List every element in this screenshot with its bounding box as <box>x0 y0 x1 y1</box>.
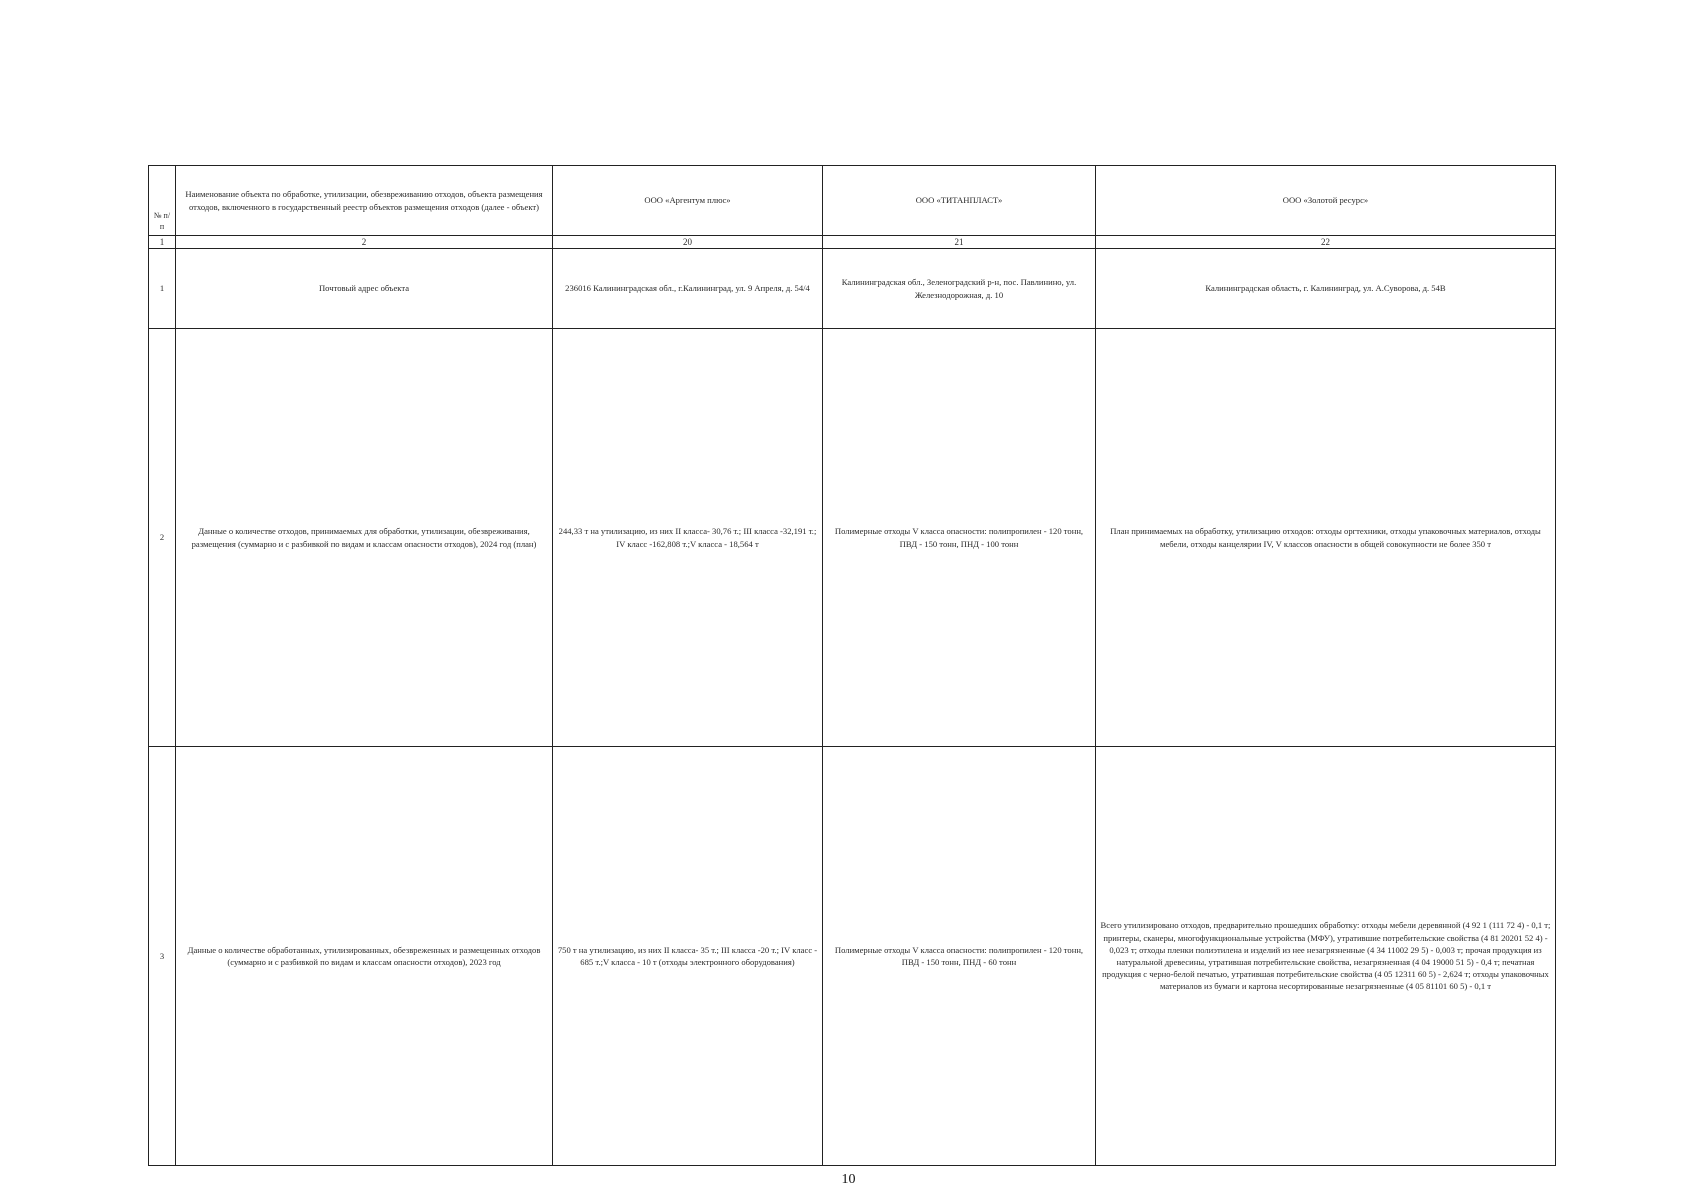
row-number: 1 <box>149 249 176 329</box>
column-number: 1 <box>149 236 176 249</box>
column-numbers-row <box>149 236 1556 249</box>
header-row <box>149 166 1556 236</box>
header-num-cell: № п/п <box>149 166 176 236</box>
column-number: 2 <box>176 236 553 249</box>
row-number: 2 <box>149 329 176 747</box>
header-company-zolotoy-resurs: ООО «Золотой ресурс» <box>1096 166 1556 236</box>
row-number: 3 <box>149 747 176 1166</box>
header-object-name-cell: Наименование объекта по обработке, утилизации, обезвреживанию отходов, объекта размещения отходов, включенного в государственный реестр объектов размещения отходов (далее - объект) <box>176 166 553 236</box>
row-value: 236016 Калининградская обл., г.Калининград, ул. 9 Апреля, д. 54/4 <box>553 249 823 329</box>
column-number: 22 <box>1096 236 1556 249</box>
row-value: Полимерные отходы V класса опасности: полипропилен - 120 тонн, ПВД - 150 тонн, ПНД - 60 тонн <box>823 747 1096 1166</box>
row-value: План принимаемых на обработку, утилизацию отходов: отходы оргтехники, отходы упаковочных материалов, отходы мебели, отходы канцелярии IV, V классов опасности в общей совокупности не более 350 т <box>1096 329 1556 747</box>
table-row <box>149 249 1556 329</box>
row-value: Всего утилизировано отходов, предварительно прошедших обработку: отходы мебели деревянной (4 92 1 (111 72 4) - 0,1 т; принтеры, сканеры, многофункциональные устройства (МФУ), утратившие потребительские свойства (4 81 20201 52 4) - 0,023 т; отходы пленки полиэтилена и изделий из нее незагрязненные (4 34 11002 29 5) - 0,003 т; прочая продукция из натуральной древесины, утратившая потребительские свойства, незагрязненная (4 04 19000 51 5) - 0,4 т; печатная продукция с черно-белой печатью, утратившая потребительские свойства (4 05 12311 60 5) - 2,624 т; отходы упаковочных материалов из бумаги и картона несортированные незагрязненные (4 05 81101 60 5) - 0,1 т <box>1096 747 1556 1166</box>
column-number: 20 <box>553 236 823 249</box>
row-value: 244,33 т на утилизацию, из них II класса- 30,76 т.; III класса -32,191 т.; IV класс -162,808 т.;V класса - 18,564 т <box>553 329 823 747</box>
row-value: 750 т на утилизацию, из них II класса- 35 т.; III класса -20 т.; IV класс - 685 т.;V класса - 10 т (отходы электронного оборудования) <box>553 747 823 1166</box>
registry-table-sheet <box>148 165 1555 1165</box>
row-value: Калининградская область, г. Калининград, ул. А.Суворова, д. 54В <box>1096 249 1556 329</box>
waste-registry-table <box>148 165 1556 1166</box>
header-company-titanplast: ООО «ТИТАНПЛАСТ» <box>823 166 1096 236</box>
table-row <box>149 747 1556 1166</box>
row-label: Данные о количестве отходов, принимаемых для обработки, утилизации, обезвреживания, размещения (суммарно и с разбивкой по видам и классам опасности отходов), 2024 год (план) <box>176 329 553 747</box>
row-label: Почтовый адрес объекта <box>176 249 553 329</box>
page-number: 10 <box>841 1172 856 1187</box>
table-row <box>149 329 1556 747</box>
row-label: Данные о количестве обработанных, утилизированных, обезвреженных и размещенных отходов (суммарно и с разбивкой по видам и классам опасности отходов), 2023 год <box>176 747 553 1166</box>
column-number: 21 <box>823 236 1096 249</box>
row-value: Полимерные отходы V класса опасности: полипропилен - 120 тонн, ПВД - 150 тонн, ПНД - 100 тонн <box>823 329 1096 747</box>
row-value: Калининградская обл., Зеленоградский р-н, пос. Павлинино, ул. Железнодорожная, д. 10 <box>823 249 1096 329</box>
header-company-argentum: ООО «Аргентум плюс» <box>553 166 823 236</box>
